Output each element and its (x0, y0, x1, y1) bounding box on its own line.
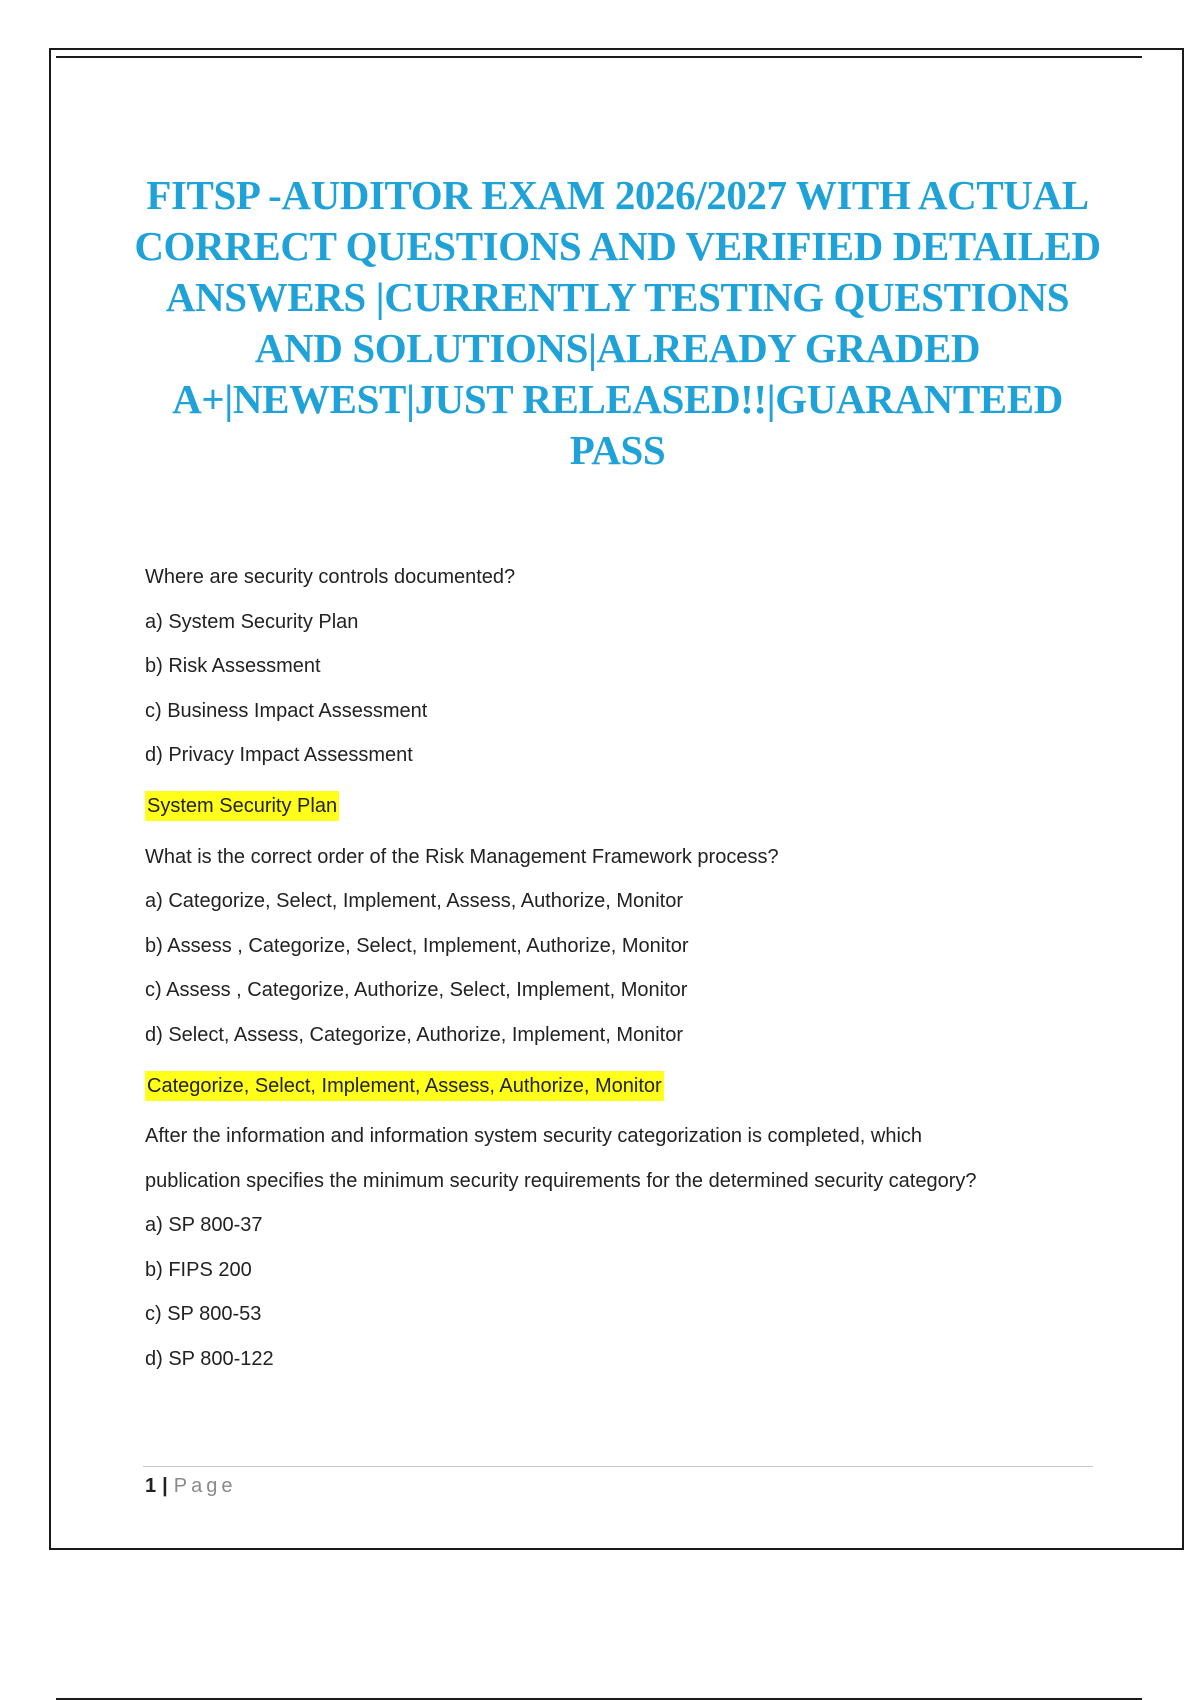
page-footer (145, 1472, 236, 1500)
page-label: Page (173, 1475, 237, 1497)
question-text-line-2: publication specifies the minimum security requirements for the determined security category? (145, 1169, 977, 1192)
highlighted-answer: System Security Plan (145, 791, 339, 821)
option-c: c) SP 800-53 (145, 1303, 262, 1325)
option-d: d) Privacy Impact Assessment (145, 744, 413, 766)
option-c: c) Assess , Categorize, Authorize, Select, Implement, Monitor (145, 979, 688, 1001)
document-title: FITSP -AUDITOR EXAM 2026/2027 WITH ACTUAL CORRECT QUESTIONS AND VERIFIED DETAILED ANSWERS |CURRENTLY TESTING QUESTIONS AND SOLUTIONS|ALREADY GRADED A+|NEWEST|JUST RELEASED!!|GUARANTEED PASS (134, 172, 1101, 473)
option-a: a) System Security Plan (145, 610, 359, 633)
footer-divider (143, 1466, 1093, 1467)
qa-section (145, 555, 1095, 1381)
option-d: d) SP 800-122 (145, 1347, 274, 1370)
top-rule (56, 56, 1142, 58)
question-text-line-1: After the information and information system security categorization is completed, which (145, 1125, 923, 1147)
question-text: Where are security controls documented? (145, 566, 516, 588)
footer-separator: | (162, 1475, 168, 1497)
question-block (145, 1114, 1095, 1381)
page-number: 1 (145, 1475, 157, 1497)
highlighted-answer: Categorize, Select, Implement, Assess, Authorize, Monitor (145, 1071, 664, 1101)
question-block (145, 835, 1095, 1115)
question-text: What is the correct order of the Risk Management Framework process? (145, 845, 779, 868)
option-c: c) Business Impact Assessment (145, 699, 428, 722)
option-a: a) SP 800-37 (145, 1214, 263, 1236)
option-a: a) Categorize, Select, Implement, Assess, Authorize, Monitor (145, 890, 684, 912)
option-b: b) Risk Assessment (145, 655, 321, 677)
answer-row (145, 778, 1095, 835)
option-b: b) FIPS 200 (145, 1258, 252, 1281)
answer-row (145, 1057, 1095, 1114)
option-b: b) Assess , Categorize, Select, Implement, Authorize, Monitor (145, 934, 689, 957)
option-d: d) Select, Assess, Categorize, Authorize, Implement, Monitor (145, 1023, 684, 1046)
question-block (145, 555, 1095, 835)
